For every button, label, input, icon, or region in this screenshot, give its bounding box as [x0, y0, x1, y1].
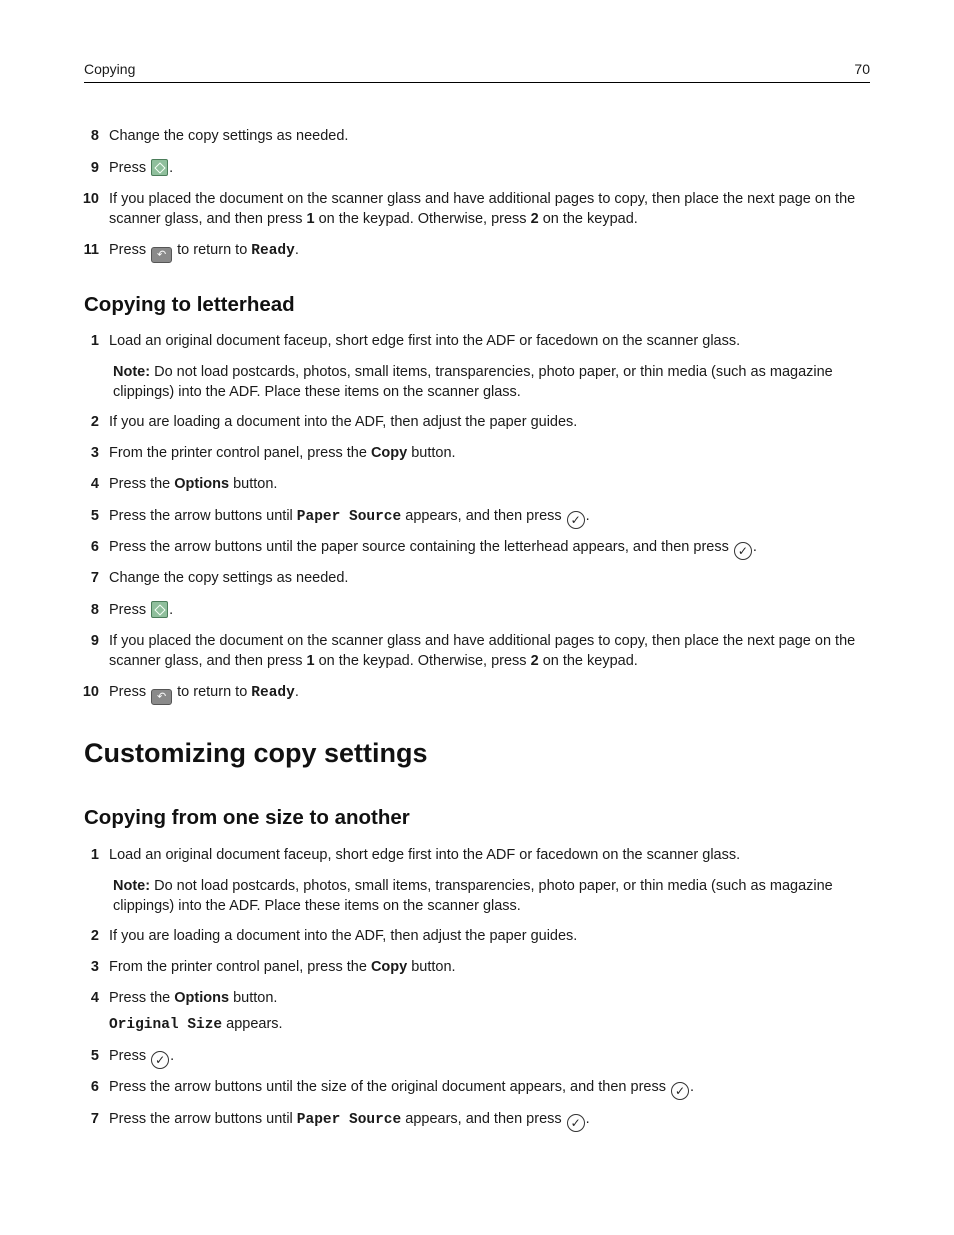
step-result: Original Size appears. — [109, 1016, 283, 1033]
check-icon: ✓ — [151, 1051, 169, 1069]
step-text: From the printer control panel, press the Copy button. — [109, 445, 456, 461]
step-number: 5 — [90, 508, 99, 524]
step-text: If you are loading a document into the ADF, then adjust the paper guides. — [109, 928, 578, 944]
step-text: Press the arrow buttons until Paper Source appears, and then press ✓ . — [109, 1111, 590, 1130]
step-number: 6 — [90, 539, 99, 555]
page-header — [84, 60, 870, 83]
check-icon: ✓ — [567, 511, 585, 529]
step-number: 4 — [90, 476, 99, 492]
step-text: Change the copy settings as needed. — [109, 128, 349, 144]
step-number: 2 — [90, 414, 99, 430]
note — [113, 362, 869, 402]
step-number: 10 — [82, 191, 99, 207]
step-text: Change the copy settings as needed. — [109, 570, 349, 586]
note — [113, 876, 869, 916]
note-label: Note: — [113, 364, 151, 380]
note-text: Do not load postcards, photos, small items, transparencies, photo paper, or thin media (such as magazine clippings) into the ADF. Place these items on the scanner glass. — [113, 878, 833, 914]
step-number: 8 — [90, 128, 99, 144]
back-icon: ↶ — [151, 247, 172, 263]
step-number: 2 — [90, 928, 99, 944]
step-text: Press ↶ to return to Ready. — [109, 242, 299, 261]
step-number: 10 — [82, 684, 99, 700]
step-text: If you are loading a document into the ADF, then adjust the paper guides. — [109, 414, 578, 430]
header-section-title: Copying — [84, 61, 136, 77]
note-label: Note: — [113, 878, 151, 894]
chapter-heading: Customizing copy settings — [84, 738, 428, 768]
section-heading: Copying to letterhead — [84, 293, 295, 316]
step-text: Press ↶ to return to Ready. — [109, 684, 299, 703]
back-icon: ↶ — [151, 689, 172, 705]
header-page-number: 70 — [854, 61, 870, 77]
step-number: 11 — [83, 242, 99, 258]
step-text: From the printer control panel, press the Copy button. — [109, 959, 456, 975]
step-number: 4 — [90, 990, 99, 1006]
step-text: Press the Options button. — [109, 476, 278, 492]
step-text: Press the arrow buttons until the size of the original document appears, and then press ✓ . — [109, 1079, 695, 1098]
start-icon — [151, 159, 168, 176]
step-text: Press the Options button. — [109, 990, 278, 1006]
step-number: 8 — [90, 602, 99, 618]
step-number: 7 — [90, 570, 99, 586]
step-text: If you placed the document on the scanner glass and have additional pages to copy, then place the next page on the scanner glass, and then press 1 on the keypad. Otherwise, press 2 on the keypad. — [109, 191, 856, 227]
start-icon — [151, 601, 168, 618]
step-text: Press the arrow buttons until the paper source containing the letterhead appears, and then press ✓ . — [109, 539, 757, 558]
step-text: Load an original document faceup, short edge first into the ADF or facedown on the scanner glass. — [109, 847, 741, 863]
step-number: 6 — [90, 1079, 99, 1095]
check-icon: ✓ — [734, 542, 752, 560]
step-number: 7 — [90, 1111, 99, 1127]
step-number: 9 — [90, 160, 99, 176]
check-icon: ✓ — [671, 1082, 689, 1100]
check-icon: ✓ — [567, 1114, 585, 1132]
step-number: 9 — [90, 633, 99, 649]
step-text: Press . — [109, 602, 174, 618]
step-number: 1 — [90, 847, 99, 863]
step-text: If you placed the document on the scanner glass and have additional pages to copy, then place the next page on the scanner glass, and then press 1 on the keypad. Otherwise, press 2 on the keypad. — [109, 633, 856, 669]
step-number: 3 — [90, 445, 99, 461]
note-text: Do not load postcards, photos, small items, transparencies, photo paper, or thin media (such as magazine clippings) into the ADF. Place these items on the scanner glass. — [113, 364, 833, 400]
step-text: Press . — [109, 160, 174, 176]
step-number: 3 — [90, 959, 99, 975]
step-text: Press the arrow buttons until Paper Source appears, and then press ✓ . — [109, 508, 590, 527]
step-number: 1 — [90, 333, 99, 349]
section-heading: Copying from one size to another — [84, 806, 410, 829]
step-text: Load an original document faceup, short edge first into the ADF or facedown on the scanner glass. — [109, 333, 741, 349]
step-number: 5 — [90, 1048, 99, 1064]
step-text: Press ✓ . — [109, 1048, 175, 1067]
